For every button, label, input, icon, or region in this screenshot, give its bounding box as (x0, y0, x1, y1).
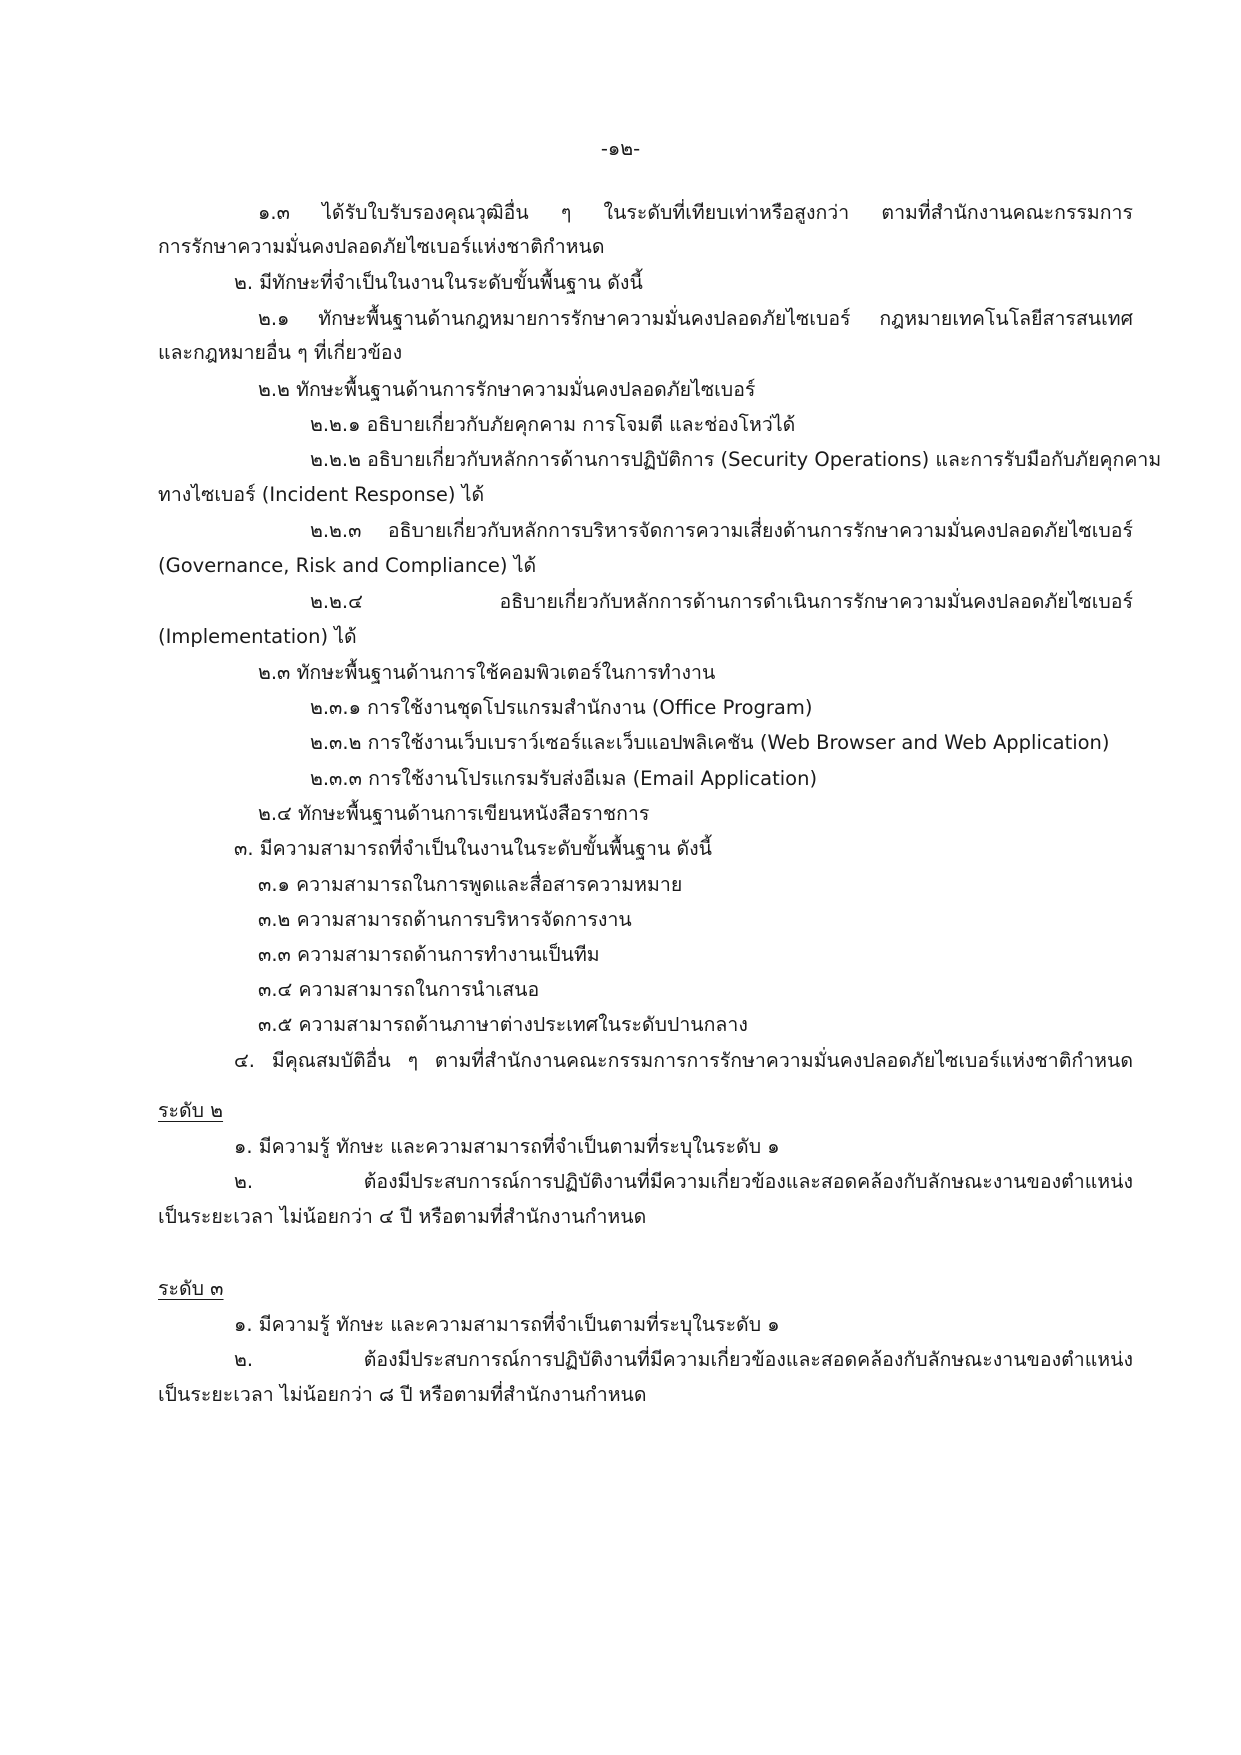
paragraph-line: ๒. ต้องมีประสบการณ์การปฏิบัติงานที่มีความเกี่ยวข้องและสอดคล้องกับลักษณะงานของตำแหน่ง (234, 1170, 1133, 1193)
paragraph-line: และกฎหมายอื่น ๆ ที่เกี่ยวข้อง (158, 341, 403, 364)
paragraph-line: ๑. มีความรู้ ทักษะ และความสามารถที่จำเป็นตามที่ระบุในระดับ ๑ (234, 1135, 780, 1158)
paragraph-line: ๓.๑ ความสามารถในการพูดและสื่อสารความหมาย (258, 873, 683, 896)
level-heading: ระดับ ๒ (158, 1099, 224, 1122)
paragraph-line: ๒.๒.๑ อธิบายเกี่ยวกับภัยคุกคาม การโจมตี และช่องโหว่ได้ (310, 413, 796, 436)
paragraph-line: ๒.๓.๑ การใช้งานชุดโปรแกรมสำนักงาน (Office Program) (310, 696, 813, 719)
paragraph-line: ๒.๓.๓ การใช้งานโปรแกรมรับส่งอีเมล (Email Application) (310, 767, 818, 790)
level-heading: ระดับ ๓ (158, 1277, 224, 1300)
paragraph-line: ๑. มีความรู้ ทักษะ และความสามารถที่จำเป็นตามที่ระบุในระดับ ๑ (234, 1313, 780, 1336)
paragraph-line: ๒.๓.๒ การใช้งานเว็บเบราว์เซอร์และเว็บแอปพลิเคชัน (Web Browser and Web Application) (310, 731, 1110, 754)
section-heading: ๒. มีทักษะที่จำเป็นในงานในระดับขั้นพื้นฐาน ดังนี้ (234, 271, 643, 294)
paragraph-line: เป็นระยะเวลา ไม่น้อยกว่า ๔ ปี หรือตามที่สำนักงานกำหนด (158, 1205, 647, 1228)
paragraph-line: ๒.๒.๓ อธิบายเกี่ยวกับหลักการบริหารจัดการความเสี่ยงด้านการรักษาความมั่นคงปลอดภัยไซเบอร์ (310, 519, 1133, 542)
paragraph-line: ทางไซเบอร์ (Incident Response) ได้ (158, 483, 485, 506)
paragraph-line: (Implementation) ได้ (158, 625, 357, 648)
page-number: -๑๒- (600, 137, 641, 160)
paragraph-line: ๓.๕ ความสามารถด้านภาษาต่างประเทศในระดับปานกลาง (258, 1013, 748, 1036)
section-heading: ๓. มีความสามารถที่จำเป็นในงานในระดับขั้นพื้นฐาน ดังนี้ (234, 837, 713, 860)
paragraph-line: ๓.๔ ความสามารถในการนำเสนอ (258, 978, 540, 1001)
paragraph-line: ๑.๓ ได้รับใบรับรองคุณวุฒิอื่น ๆ ในระดับที่เทียบเท่าหรือสูงกว่า ตามที่สำนักงานคณะกรรมการ (258, 201, 1133, 224)
paragraph-line: ๒.๒.๔ อธิบายเกี่ยวกับหลักการด้านการดำเนินการรักษาความมั่นคงปลอดภัยไซเบอร์ (310, 590, 1133, 613)
paragraph-line: ๒.๔ ทักษะพื้นฐานด้านการเขียนหนังสือราชการ (258, 802, 650, 825)
paragraph-line: ๒.๒.๒ อธิบายเกี่ยวกับหลักการด้านการปฏิบัติการ (Security Operations) และการรับมือกับภัยคุกคาม (310, 448, 1162, 471)
section-heading: ๔. มีคุณสมบัติอื่น ๆ ตามที่สำนักงานคณะกรรมการการรักษาความมั่นคงปลอดภัยไซเบอร์แห่งชาติกำหนด (234, 1049, 1133, 1072)
paragraph-line: ๒. ต้องมีประสบการณ์การปฏิบัติงานที่มีความเกี่ยวข้องและสอดคล้องกับลักษณะงานของตำแหน่ง (234, 1348, 1133, 1371)
paragraph-line: ๓.๒ ความสามารถด้านการบริหารจัดการงาน (258, 908, 632, 931)
paragraph-line: ๒.๑ ทักษะพื้นฐานด้านกฎหมายการรักษาความมั่นคงปลอดภัยไซเบอร์ กฎหมายเทคโนโลยีสารสนเทศ (258, 307, 1133, 330)
paragraph-line: เป็นระยะเวลา ไม่น้อยกว่า ๘ ปี หรือตามที่สำนักงานกำหนด (158, 1383, 647, 1406)
paragraph-line: การรักษาความมั่นคงปลอดภัยไซเบอร์แห่งชาติกำหนด (158, 235, 605, 258)
paragraph-line: ๒.๒ ทักษะพื้นฐานด้านการรักษาความมั่นคงปลอดภัยไซเบอร์ (258, 378, 756, 401)
paragraph-line: ๒.๓ ทักษะพื้นฐานด้านการใช้คอมพิวเตอร์ในการทำงาน (258, 661, 716, 684)
paragraph-line: ๓.๓ ความสามารถด้านการทำงานเป็นทีม (258, 943, 600, 966)
paragraph-line: (Governance, Risk and Compliance) ได้ (158, 554, 537, 577)
